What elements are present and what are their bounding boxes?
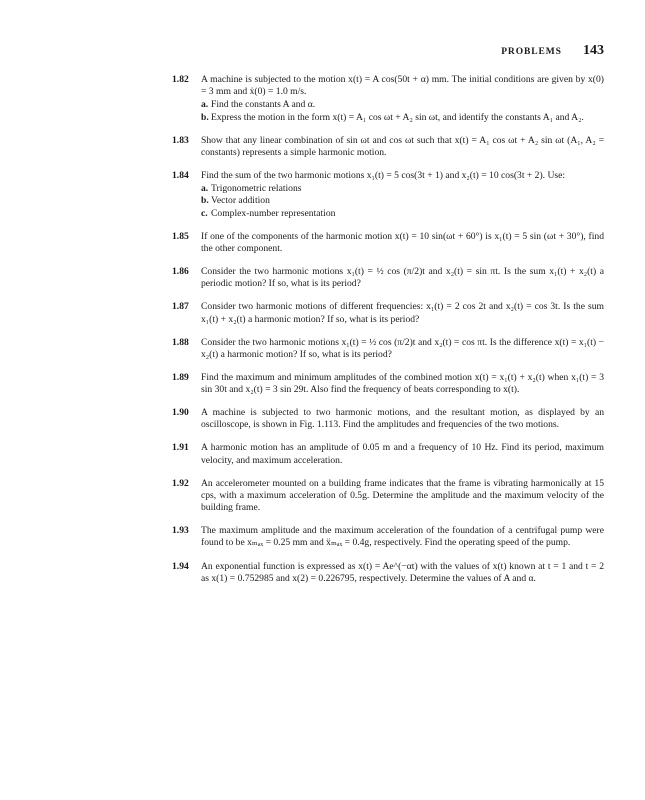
problem-1-88	[172, 337, 604, 361]
problem-number: 1.92	[172, 477, 189, 489]
problem-number: 1.82	[172, 74, 189, 85]
problem-part	[201, 99, 604, 111]
problem-text: A machine is subjected to the motion x(t) = A cos(50t + α) mm. The initial conditions are given by x(0) = 3 mm and ẋ(0) = 1.0 m/s.	[201, 74, 604, 98]
problem-parts	[201, 183, 604, 220]
problem-text: Consider two harmonic motions of different frequencies: x₁(t) = 2 cos 2t and x₂(t) = cos 3t. Is the sum x₁(t) + x₂(t) a harmonic motion? If so, what is its period?	[201, 301, 604, 325]
problem-1-94	[172, 561, 604, 585]
problem-part	[201, 183, 604, 195]
problem-text: If one of the components of the harmonic motion x(t) = 10 sin(ωt + 60°) is x₁(t) = 5 sin (ωt + 30°), find the other component.	[201, 230, 604, 254]
problem-1-85	[172, 231, 604, 255]
problem-number: 1.91	[172, 442, 189, 454]
problem-1-91	[172, 442, 604, 466]
problem-1-92	[172, 478, 604, 515]
problem-text: The maximum amplitude and the maximum acceleration of the foundation of a centrifugal pump were found to be xₘₐₓ = 0.25 mm and ẍₘₐₓ = 0.4g, respectively. Find the operating speed of the pump.	[201, 525, 604, 549]
problem-1-89	[172, 372, 604, 396]
part-text: Express the motion in the form x(t) = A₁ cos ωt + A₂ sin ωt, and identify the constants A₁ and A₂.	[211, 111, 584, 123]
problem-text: A harmonic motion has an amplitude of 0.05 m and a frequency of 10 Hz. Find its period, maximum velocity, and maximum acceleration.	[201, 442, 604, 466]
part-label: b.	[201, 195, 209, 207]
problem-number: 1.85	[172, 230, 189, 242]
problem-number: 1.89	[172, 371, 189, 383]
part-text: Complex-number representation	[211, 207, 336, 219]
problem-text: An accelerometer mounted on a building frame indicates that the frame is vibrating harmonically at 15 cps, with a maximum acceleration of 0.5g. Determine the amplitude and the maximum velocity of the building frame.	[201, 477, 604, 514]
running-head-title: PROBLEMS	[501, 47, 562, 57]
problem-1-90	[172, 407, 604, 431]
part-text: Find the constants A and α.	[211, 99, 316, 111]
problem-1-86	[172, 266, 604, 290]
problem-text: Find the maximum and minimum amplitudes of the combined motion x(t) = x₁(t) + x₂(t) when x₁(t) = 3 sin 30t and x₂(t) = 3 sin 29t. Also find the frequency of beats corresponding to x(t).	[201, 371, 604, 396]
part-label: b.	[201, 111, 209, 123]
problem-1-83	[172, 135, 604, 159]
problem-number: 1.87	[172, 301, 189, 313]
problem-number: 1.94	[172, 560, 189, 572]
page-number: 143	[583, 43, 604, 58]
problem-text: Consider the two harmonic motions x₁(t) = ½ cos (π/2)t and x₂(t) = cos πt. Is the difference x(t) = x₁(t) − x₂(t) a harmonic motion? If so, what is its period?	[201, 336, 604, 360]
problem-1-84	[172, 170, 604, 220]
problem-1-82	[172, 74, 604, 124]
problem-text: Consider the two harmonic motions x₁(t) = ½ cos (π/2)t and x₂(t) = sin πt. Is the sum x₁(t) + x₂(t) a periodic motion? If so, what is its period?	[201, 266, 604, 290]
problem-parts	[201, 99, 604, 123]
problem-number: 1.86	[172, 266, 189, 277]
problem-part	[201, 208, 604, 220]
part-label: a.	[201, 99, 209, 111]
problem-1-93	[172, 525, 604, 549]
problem-number: 1.90	[172, 407, 189, 419]
problem-number: 1.83	[172, 134, 189, 146]
part-text: Trigonometric relations	[211, 183, 302, 195]
problem-1-87	[172, 301, 604, 325]
problem-number: 1.93	[172, 525, 189, 537]
part-label: c.	[201, 207, 208, 219]
problem-text: A machine is subjected to two harmonic motions, and the resultant motion, as displayed by an oscilloscope, is shown in Fig. 1.113. Find the amplitudes and frequencies of the two motions.	[201, 407, 604, 431]
running-head	[0, 43, 604, 59]
problem-text: An exponential function is expressed as x(t) = Ae^(−αt) with the values of x(t) known at t = 1 and t = 2 as x(1) = 0.752985 and x(2) = 0.226795, respectively. Determine the values of A and α.	[201, 560, 604, 584]
problem-list	[172, 74, 604, 596]
problem-part	[201, 195, 604, 207]
problem-part	[201, 112, 604, 124]
part-text: Vector addition	[211, 195, 270, 207]
problem-number: 1.84	[172, 170, 189, 181]
part-label: a.	[201, 183, 209, 195]
problem-text: Find the sum of the two harmonic motions x₁(t) = 5 cos(3t + 1) and x₂(t) = 10 cos(3t + 2). Use:	[201, 170, 566, 181]
problem-text: Show that any linear combination of sin ωt and cos ωt such that x(t) = A₁ cos ωt + A₂ sin ωt (A₁, A₂ = constants) represents a simple harmonic motion.	[201, 134, 604, 158]
problem-number: 1.88	[172, 336, 189, 348]
